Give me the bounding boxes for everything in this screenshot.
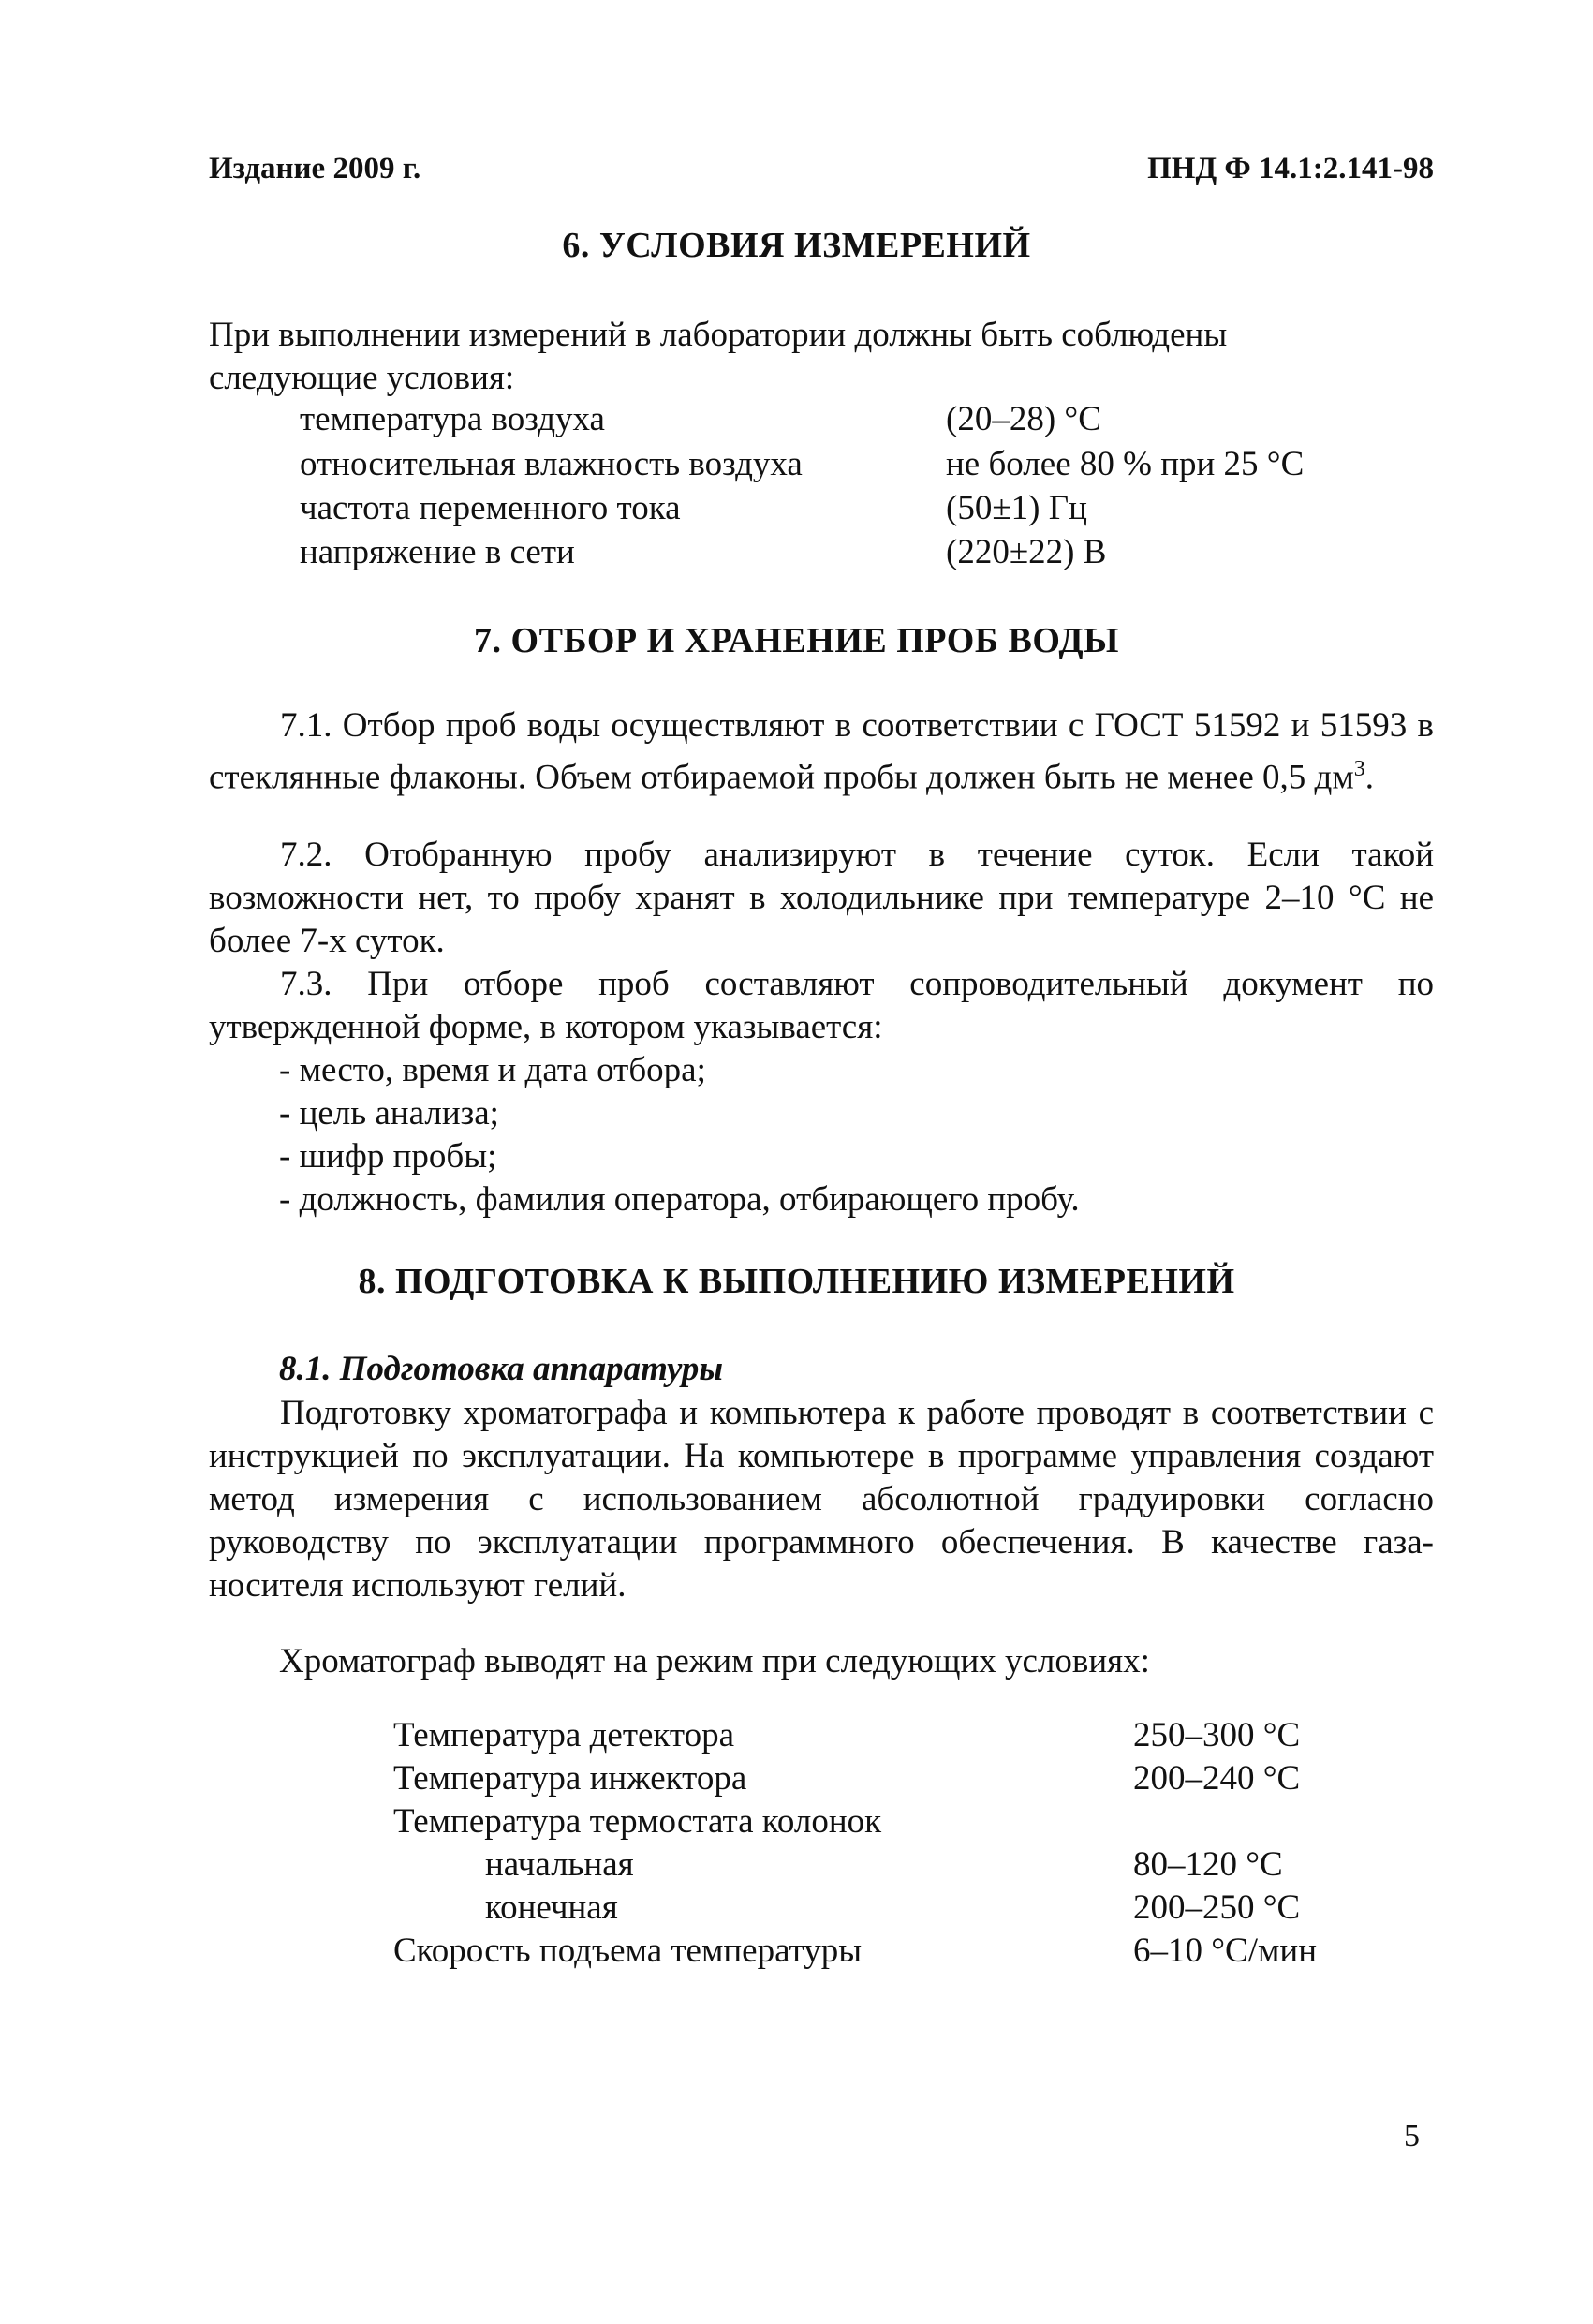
condition-row: [0, 442, 1593, 487]
paragraph-8-1: [209, 1392, 1434, 1607]
parameter-label: Температура детектора: [393, 1716, 735, 1754]
list-item: - должность, фамилия оператора, отбирающего пробу.: [279, 1180, 1080, 1219]
document-code: ПНД Ф 14.1:2.141-98: [1147, 152, 1434, 185]
mode-intro: Хроматограф выводят на режим при следующих условиях:: [279, 1642, 1150, 1680]
paragraph-7-2: [209, 834, 1434, 963]
paragraph-7-3-text: 7.3. При отборе проб составляют сопроводительный документ по утвержденной форме, в котором указывается:: [209, 965, 1434, 1046]
parameter-value: 200–240 °С: [1133, 1759, 1301, 1798]
parameter-row: [0, 1714, 1593, 1757]
parameter-label: Температура термостата колонок: [393, 1802, 882, 1841]
parameter-value: 6–10 °С/мин: [1133, 1932, 1318, 1970]
paragraph-7-1-text: 7.1. Отбор проб воды осуществляют в соответствии с ГОСТ 51592 и 51593 в стеклянные флаконы. Объем отбираемой пробы должен быть не менее 0,5 дм: [209, 706, 1434, 797]
paragraph-7-1: [209, 704, 1434, 799]
condition-label: частота переменного тока: [300, 489, 681, 527]
condition-value: (220±22) В: [946, 533, 1107, 571]
paragraph-7-1-end: .: [1364, 758, 1375, 797]
parameter-row: [0, 1800, 1593, 1843]
section-8-title: 8. ПОДГОТОВКА К ВЫПОЛНЕНИЮ ИЗМЕРЕНИЙ: [358, 1262, 1235, 1301]
parameter-value: 200–250 °С: [1133, 1888, 1301, 1927]
condition-row: [0, 397, 1593, 442]
parameter-row: [0, 1757, 1593, 1800]
condition-label: напряжение в сети: [300, 533, 575, 571]
section-6-title: 6. УСЛОВИЯ ИЗМЕРЕНИЙ: [562, 226, 1031, 265]
parameter-label: Скорость подъема температуры: [393, 1932, 863, 1970]
edition-label: Издание 2009 г.: [209, 152, 421, 185]
condition-row: [0, 486, 1593, 531]
page-number: 5: [1404, 2119, 1420, 2154]
condition-value: (20–28) °С: [946, 400, 1101, 438]
parameter-label: конечная: [485, 1888, 618, 1927]
parameter-value: 250–300 °С: [1133, 1716, 1301, 1754]
condition-row: [0, 530, 1593, 575]
section-7-title: 7. ОТБОР И ХРАНЕНИЕ ПРОБ ВОДЫ: [474, 621, 1119, 660]
condition-label: температура воздуха: [300, 400, 605, 438]
paragraph-8-1-text: Подготовку хроматографа и компьютера к работе проводят в соответствии с инструкцией по эксплуатации. На компьютере в программе управления создают метод измерения с использованием абсолютной градуировки согласно руководству по эксплуатации программного обеспечения. В качестве газа-носителя используют гелий.: [209, 1394, 1434, 1605]
list-item: - шифр пробы;: [279, 1137, 497, 1176]
parameter-value: 80–120 °С: [1133, 1845, 1283, 1884]
condition-value: (50±1) Гц: [946, 489, 1087, 527]
paragraph-7-3: [209, 963, 1434, 1049]
list-item: - цель анализа;: [279, 1094, 499, 1132]
condition-value: не более 80 % при 25 °С: [946, 445, 1305, 483]
parameter-label: начальная: [485, 1845, 634, 1884]
list-item: - место, время и дата отбора;: [279, 1051, 706, 1089]
condition-label: относительная влажность воздуха: [300, 445, 803, 483]
parameter-row: [0, 1887, 1593, 1930]
section-6-intro-line-1: При выполнении измерений в лаборатории должны быть соблюдены: [209, 316, 1228, 354]
parameter-row: [0, 1930, 1593, 1973]
section-6-intro-line-2: следующие условия:: [209, 359, 515, 397]
paragraph-7-2-text: 7.2. Отобранную пробу анализируют в течение суток. Если такой возможности нет, то пробу хранят в холодильнике при температуре 2–10 °С не более 7-х суток.: [209, 836, 1434, 960]
parameter-row: [0, 1843, 1593, 1887]
parameter-label: Температура инжектора: [393, 1759, 747, 1798]
superscript-3: 3: [1353, 757, 1365, 781]
subsection-8-1-title: 8.1. Подготовка аппаратуры: [279, 1350, 724, 1388]
